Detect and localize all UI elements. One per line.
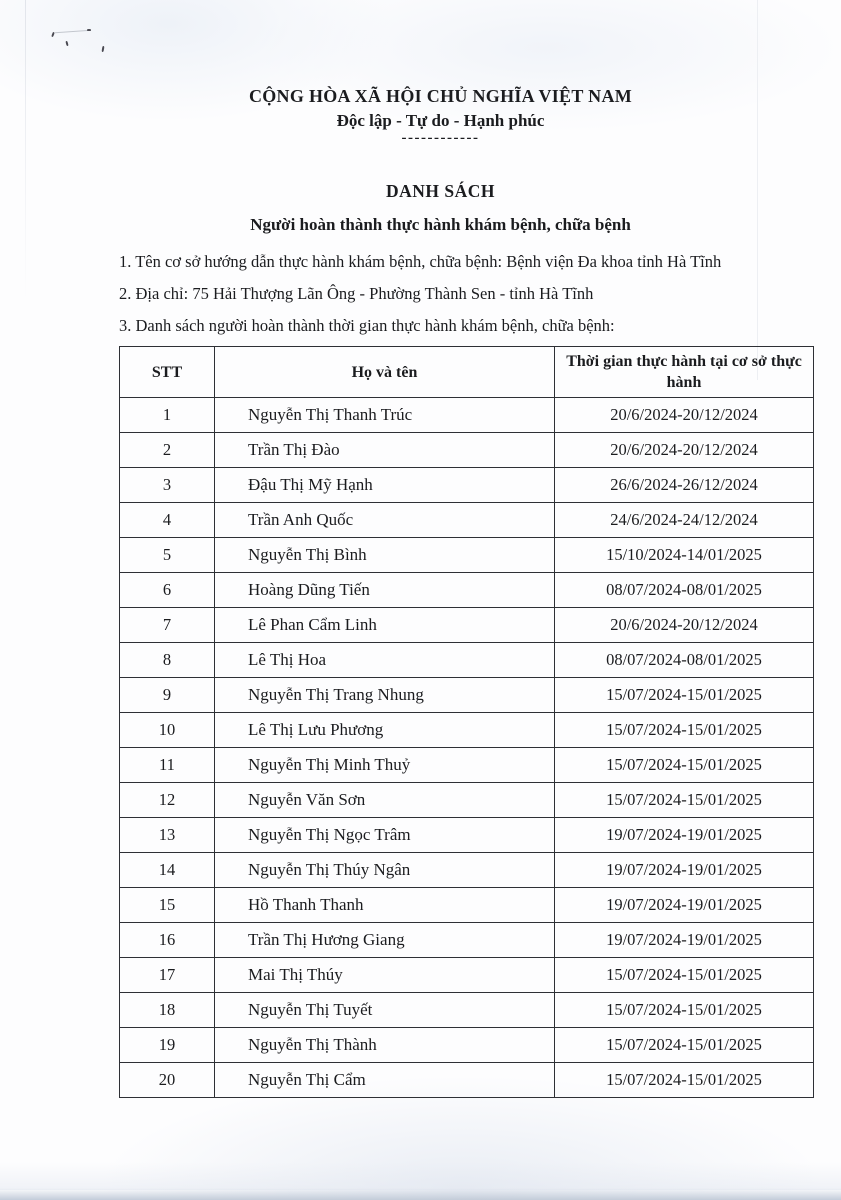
person-name: Nguyễn Thị Minh Thuỷ xyxy=(215,748,555,783)
facility-line: 1. Tên cơ sở hướng dẫn thực hành khám bệnh, chữa bệnh: Bệnh viện Đa khoa tỉnh Hà Tĩnh xyxy=(119,252,722,271)
practice-period: 15/07/2024-15/01/2025 xyxy=(555,1063,814,1098)
practice-period: 08/07/2024-08/01/2025 xyxy=(555,573,814,608)
practice-period: 20/6/2024-20/12/2024 xyxy=(555,608,814,643)
practice-period: 15/07/2024-15/01/2025 xyxy=(555,958,814,993)
person-name: Nguyễn Thị Trang Nhung xyxy=(215,678,555,713)
table-row xyxy=(120,958,814,993)
practice-period: 20/6/2024-20/12/2024 xyxy=(555,433,814,468)
ink-speck xyxy=(51,32,55,37)
row-number: 17 xyxy=(120,958,215,993)
table-row xyxy=(120,1063,814,1098)
person-name: Nguyễn Thị Ngọc Trâm xyxy=(215,818,555,853)
practice-table-body xyxy=(120,398,814,1098)
ink-speck xyxy=(65,41,68,46)
row-number: 13 xyxy=(120,818,215,853)
person-name: Nguyễn Thị Thúy Ngân xyxy=(215,853,555,888)
person-name: Nguyễn Văn Sơn xyxy=(215,783,555,818)
person-name: Trần Thị Đào xyxy=(215,433,555,468)
table-header-row xyxy=(120,347,814,398)
row-number: 16 xyxy=(120,923,215,958)
row-number: 5 xyxy=(120,538,215,573)
national-motto: Độc lập - Tự do - Hạnh phúc xyxy=(336,111,545,130)
person-name: Lê Thị Hoa xyxy=(215,643,555,678)
row-number: 15 xyxy=(120,888,215,923)
person-name: Đậu Thị Mỹ Hạnh xyxy=(215,468,555,503)
row-number: 8 xyxy=(120,643,215,678)
table-row xyxy=(120,433,814,468)
document-title: DANH SÁCH xyxy=(385,181,496,201)
table-row xyxy=(120,503,814,538)
person-name: Lê Thị Lưu Phương xyxy=(215,713,555,748)
table-row xyxy=(120,993,814,1028)
table-row xyxy=(120,573,814,608)
row-number: 2 xyxy=(120,433,215,468)
practice-table xyxy=(119,346,814,1098)
practice-period: 15/07/2024-15/01/2025 xyxy=(555,993,814,1028)
table-row xyxy=(120,748,814,783)
table-row xyxy=(120,818,814,853)
practice-period: 15/07/2024-15/01/2025 xyxy=(555,713,814,748)
practice-period: 15/10/2024-14/01/2025 xyxy=(555,538,814,573)
national-header: CỘNG HÒA XÃ HỘI CHỦ NGHĨA VIỆT NAM xyxy=(248,86,633,106)
row-number: 1 xyxy=(120,398,215,433)
person-name: Nguyễn Thị Thành xyxy=(215,1028,555,1063)
row-number: 11 xyxy=(120,748,215,783)
person-name: Nguyễn Thị Bình xyxy=(215,538,555,573)
row-number: 12 xyxy=(120,783,215,818)
practice-table-head xyxy=(120,347,814,398)
practice-period: 19/07/2024-19/01/2025 xyxy=(555,853,814,888)
person-name: Nguyễn Thị Cẩm xyxy=(215,1063,555,1098)
pen-hairline-mark xyxy=(55,30,91,34)
practice-period: 15/07/2024-15/01/2025 xyxy=(555,1028,814,1063)
table-row xyxy=(120,398,814,433)
address-line: 2. Địa chỉ: 75 Hải Thượng Lãn Ông - Phường Thành Sen - tỉnh Hà Tĩnh xyxy=(119,284,594,303)
row-number: 4 xyxy=(120,503,215,538)
table-row xyxy=(120,608,814,643)
header-period: Thời gian thực hành tại cơ sở thực hành xyxy=(555,347,814,398)
table-row xyxy=(120,923,814,958)
practice-period: 15/07/2024-15/01/2025 xyxy=(555,783,814,818)
row-number: 3 xyxy=(120,468,215,503)
person-name: Mai Thị Thúy xyxy=(215,958,555,993)
row-number: 19 xyxy=(120,1028,215,1063)
table-row xyxy=(120,853,814,888)
row-number: 9 xyxy=(120,678,215,713)
row-number: 14 xyxy=(120,853,215,888)
practice-period: 26/6/2024-26/12/2024 xyxy=(555,468,814,503)
row-number: 10 xyxy=(120,713,215,748)
document-subtitle: Người hoàn thành thực hành khám bệnh, chữa bệnh xyxy=(250,215,631,234)
scan-edge-shadow xyxy=(0,1188,841,1200)
person-name: Hồ Thanh Thanh xyxy=(215,888,555,923)
table-row xyxy=(120,888,814,923)
practice-period: 24/6/2024-24/12/2024 xyxy=(555,503,814,538)
person-name: Trần Anh Quốc xyxy=(215,503,555,538)
table-row xyxy=(120,678,814,713)
table-row xyxy=(120,643,814,678)
person-name: Nguyễn Thị Thanh Trúc xyxy=(215,398,555,433)
scan-crease-left xyxy=(25,0,26,300)
person-name: Lê Phan Cẩm Linh xyxy=(215,608,555,643)
practice-period: 08/07/2024-08/01/2025 xyxy=(555,643,814,678)
ink-speck xyxy=(87,29,91,31)
ink-speck xyxy=(101,46,104,52)
document-content xyxy=(119,0,802,1098)
table-row xyxy=(120,538,814,573)
table-row xyxy=(120,783,814,818)
person-name: Hoàng Dũng Tiến xyxy=(215,573,555,608)
practice-period: 20/6/2024-20/12/2024 xyxy=(555,398,814,433)
table-row xyxy=(120,468,814,503)
person-name: Trần Thị Hương Giang xyxy=(215,923,555,958)
practice-period: 19/07/2024-19/01/2025 xyxy=(555,818,814,853)
practice-period: 19/07/2024-19/01/2025 xyxy=(555,888,814,923)
practice-period: 19/07/2024-19/01/2025 xyxy=(555,923,814,958)
person-name: Nguyễn Thị Tuyết xyxy=(215,993,555,1028)
practice-period: 15/07/2024-15/01/2025 xyxy=(555,678,814,713)
scan-edge-haze xyxy=(0,1162,841,1190)
separator-line: ------------ xyxy=(401,130,480,146)
header-name: Họ và tên xyxy=(215,347,555,398)
row-number: 18 xyxy=(120,993,215,1028)
row-number: 20 xyxy=(120,1063,215,1098)
list-intro-line: 3. Danh sách người hoàn thành thời gian thực hành khám bệnh, chữa bệnh: xyxy=(119,316,615,335)
table-row xyxy=(120,1028,814,1063)
row-number: 6 xyxy=(120,573,215,608)
practice-period: 15/07/2024-15/01/2025 xyxy=(555,748,814,783)
header-stt: STT xyxy=(120,347,215,398)
row-number: 7 xyxy=(120,608,215,643)
table-row xyxy=(120,713,814,748)
